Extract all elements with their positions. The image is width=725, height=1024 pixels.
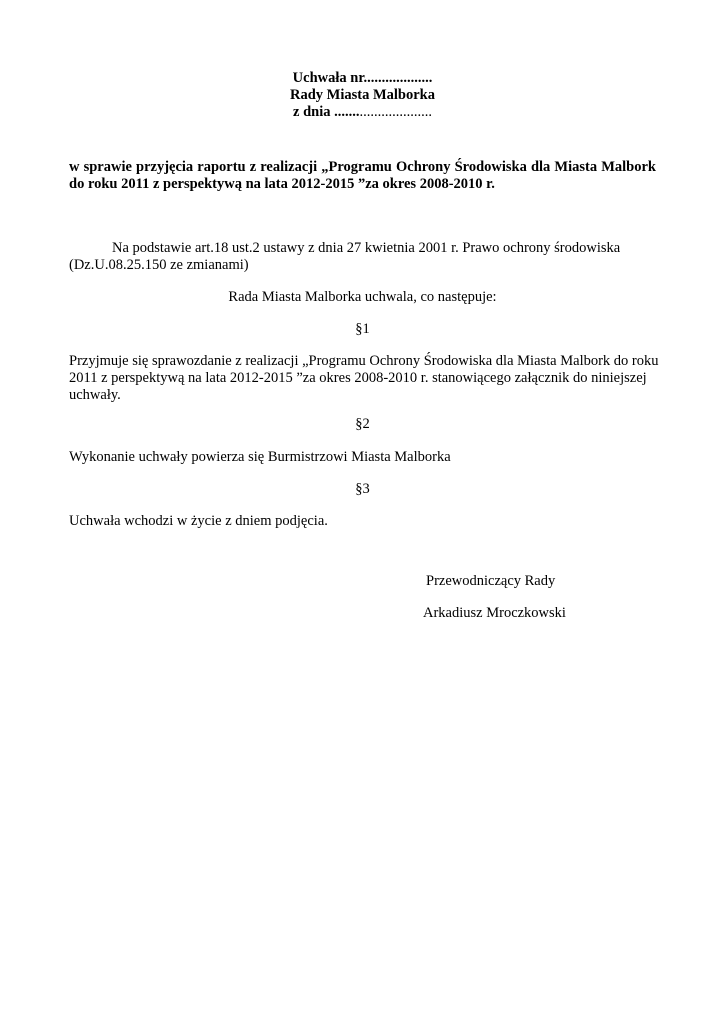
section-1-text: Przyjmuje się sprawozdanie z realizacji „Programu Ochrony Środowiska dla Miasta Malbork do roku 2011 z perspektywą na lata 2012-2015 ”za okres 2008-2010 r. stanowiącego załącznik do niniejszej uchwały. — [69, 353, 659, 403]
resolves-statement: Rada Miasta Malborka uchwala, co następuje: — [228, 289, 497, 305]
legal-basis — [69, 240, 659, 274]
section-2-mark: §2 — [355, 416, 370, 432]
resolution-date-line — [0, 104, 725, 121]
resolution-number-label: Uchwała nr — [292, 70, 364, 86]
legal-basis-line-1: Na podstawie art.18 ust.2 ustawy z dnia 27 kwietnia 2001 r. Prawo ochrony środowiska — [112, 240, 621, 256]
resolution-number-dots: ................... — [363, 70, 433, 86]
section-3-text: Uchwała wchodzi w życie z dniem podjęcia. — [69, 513, 328, 529]
legal-basis-line-2: (Dz.U.08.25.150 ze zmianami) — [69, 257, 249, 273]
resolution-date-label: z dnia ....... — [293, 104, 360, 120]
resolution-date-dots: .................... — [359, 104, 432, 120]
resolution-number-line — [0, 70, 725, 87]
section-1-mark: §1 — [355, 321, 370, 337]
resolution-subject: w sprawie przyjęcia raportu z realizacji „Programu Ochrony Środowiska dla Miasta Malbork do roku 2011 z perspektywą na lata 2012-2015 ”za okres 2008-2010 r. — [69, 159, 656, 192]
section-2-text: Wykonanie uchwały powierza się Burmistrzowi Miasta Malborka — [69, 449, 451, 465]
council-name: Rady Miasta Malborka — [290, 87, 435, 103]
section-3-mark: §3 — [355, 481, 370, 497]
resolution-header — [0, 70, 725, 121]
signature-name: Arkadiusz Mroczkowski — [423, 605, 566, 621]
signature-title: Przewodniczący Rady — [426, 573, 556, 589]
